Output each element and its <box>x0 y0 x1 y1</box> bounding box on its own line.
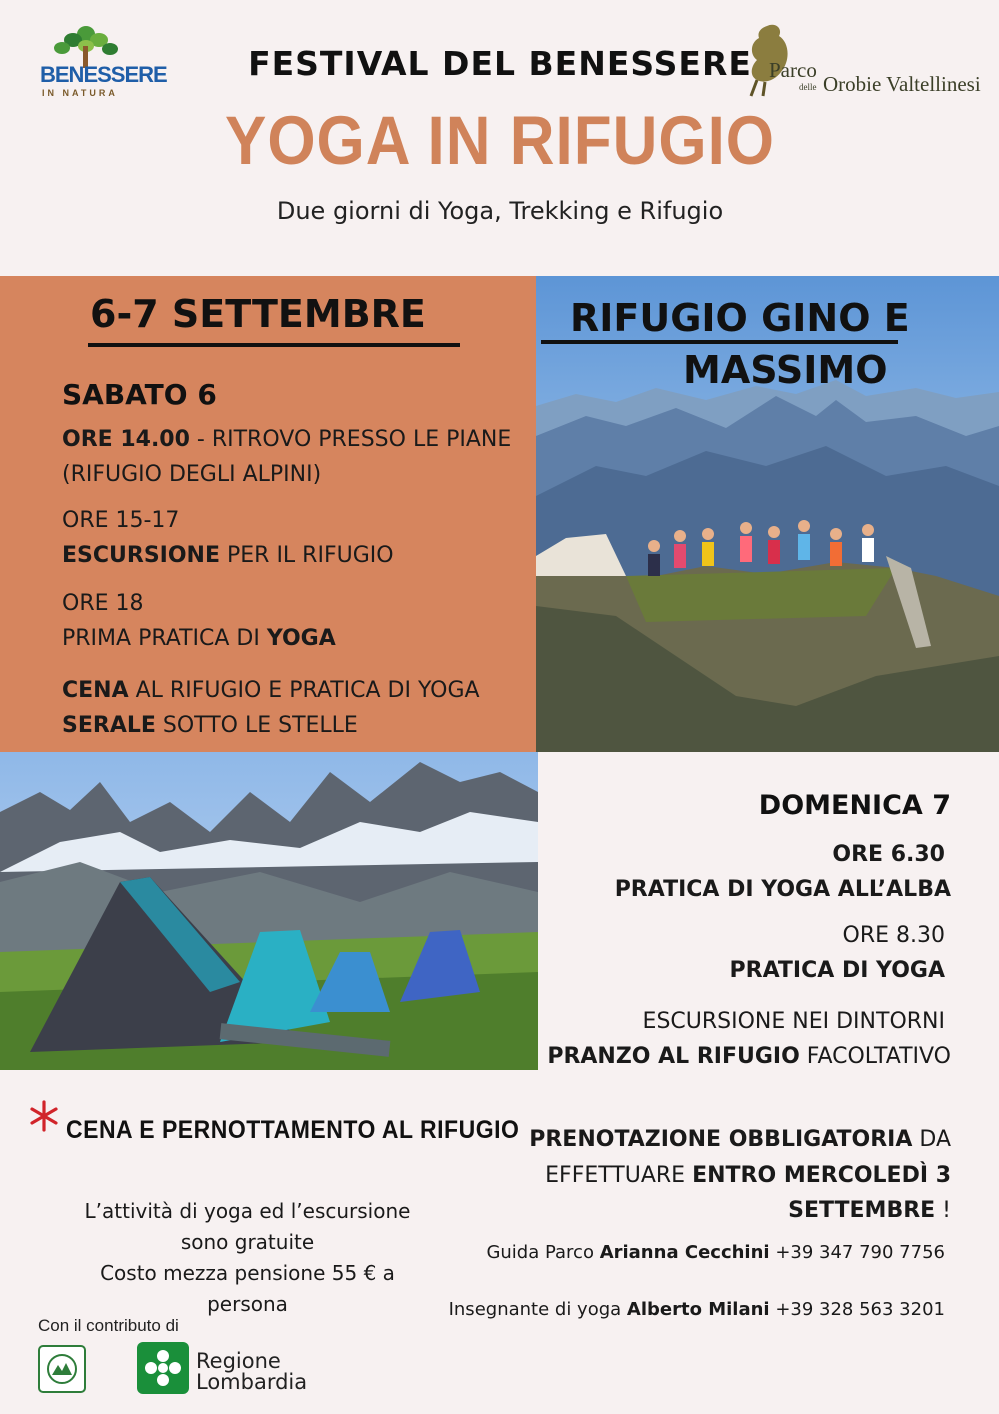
excursion-bold: ESCURSIONE <box>62 543 220 568</box>
logo-left-sub: IN NATURA <box>42 88 118 98</box>
meeting-text: - RITROVO PRESSO LE PIANE <box>189 427 512 452</box>
guide-label: Guida Parco <box>486 1242 600 1263</box>
date-underline <box>88 343 460 347</box>
logo-right-parco: Parco <box>769 58 817 82</box>
meadow-yoga-photo <box>0 752 538 1070</box>
free-line-2: sono gratuite <box>180 1230 315 1254</box>
lunch-text: FACOLTATIVO <box>799 1044 951 1069</box>
free-line-1: L’attività di yoga ed l’escursione <box>84 1199 411 1223</box>
logo-left-word: BENESSERE <box>40 62 167 87</box>
regione-lombardia-logo <box>137 1342 337 1396</box>
booking-bold-1: PRENOTAZIONE OBBLIGATORIA <box>529 1127 913 1152</box>
saturday-item-excursion <box>62 539 394 573</box>
saturday-title: SABATO 6 <box>62 378 217 411</box>
main-title: YOGA IN RIFUGIO <box>224 103 776 180</box>
dinner-overnight-note: CENA E PERNOTTAMENTO AL RIFUGIO <box>66 1115 520 1144</box>
yoga-text: PRIMA PRATICA DI <box>62 626 267 651</box>
benessere-in-natura-logo <box>38 24 167 104</box>
evening-bold: SERALE <box>62 713 156 738</box>
teacher-phone: +39 328 563 3201 <box>769 1299 945 1320</box>
booking-bold-3: SETTEMBRE <box>788 1198 936 1223</box>
sunday-time-2: ORE 8.30 <box>842 923 945 948</box>
teacher-contact <box>449 1299 945 1320</box>
dinner-text: AL RIFUGIO E PRATICA DI YOGA <box>128 678 480 703</box>
sunday-activity-2: PRATICA DI YOGA <box>729 958 945 983</box>
excursion-time: ORE 15-17 <box>62 508 180 533</box>
sunday-title: DOMENICA 7 <box>758 790 951 821</box>
sunday-lunch <box>547 1044 951 1069</box>
excursion-text: PER IL RIFUGIO <box>220 543 394 568</box>
asterisk-icon <box>28 1100 60 1132</box>
guide-contact <box>486 1242 945 1263</box>
regione-rose-icon <box>137 1342 189 1394</box>
refuge-name-line1: RIFUGIO GINO E <box>570 296 910 340</box>
yoga-bold: YOGA <box>266 626 336 651</box>
booking-bold-2: ENTRO MERCOLEDÌ 3 <box>692 1163 951 1188</box>
booking-text-1: DA <box>912 1127 951 1152</box>
refuge-underline <box>541 340 898 344</box>
saturday-item-evening <box>62 709 358 743</box>
sunday-activity-3: ESCURSIONE NEI DINTORNI <box>642 1009 945 1034</box>
lunch-bold: PRANZO AL RIFUGIO <box>547 1044 800 1069</box>
parco-orobie-logo <box>745 20 990 100</box>
meeting-time: ORE 14.00 <box>62 427 190 452</box>
saturday-item-yoga <box>62 622 336 656</box>
booking-line-2 <box>545 1163 951 1188</box>
saturday-item-dinner <box>62 674 480 708</box>
booking-line-3 <box>788 1198 951 1223</box>
cost-line-2: persona <box>207 1292 288 1316</box>
cost-line-1: Costo mezza pensione 55 € a <box>100 1261 395 1285</box>
regione-line-2: Lombardia <box>196 1370 308 1394</box>
logo-right-orobie: Orobie Valtellinesi <box>823 72 981 96</box>
regione-line-1: Regione <box>196 1349 281 1373</box>
yoga-time: ORE 18 <box>62 591 144 616</box>
guide-phone: +39 347 790 7756 <box>769 1242 945 1263</box>
guide-name: Arianna Cecchini <box>599 1242 770 1263</box>
sunday-time-1: ORE 6.30 <box>832 842 945 867</box>
booking-text-2: EFFETTUARE <box>545 1163 693 1188</box>
dinner-bold: CENA <box>62 678 129 703</box>
subtitle: Due giorni di Yoga, Trekking e Rifugio <box>276 197 724 225</box>
evening-text: SOTTO LE STELLE <box>155 713 358 738</box>
meeting-place: (RIFUGIO DEGLI ALPINI) <box>62 462 322 487</box>
booking-text-3: ! <box>935 1198 951 1223</box>
sistema-parchi-icon <box>38 1345 86 1393</box>
festival-title: FESTIVAL DEL BENESSERE <box>248 44 752 83</box>
sunday-activity-1: PRATICA DI YOGA ALL’ALBA <box>614 877 951 902</box>
sistema-parchi-logo <box>38 1345 86 1393</box>
teacher-label: Insegnante di yoga <box>448 1299 627 1320</box>
teacher-name: Alberto Milani <box>626 1299 770 1320</box>
refuge-name-line2: MASSIMO <box>683 348 888 392</box>
logo-right-delle: delle <box>799 82 817 92</box>
contribution-label: Con il contributo di <box>38 1316 179 1335</box>
saturday-item-meeting <box>62 423 511 457</box>
booking-line-1 <box>529 1127 951 1152</box>
event-dates: 6-7 SETTEMBRE <box>90 292 426 336</box>
